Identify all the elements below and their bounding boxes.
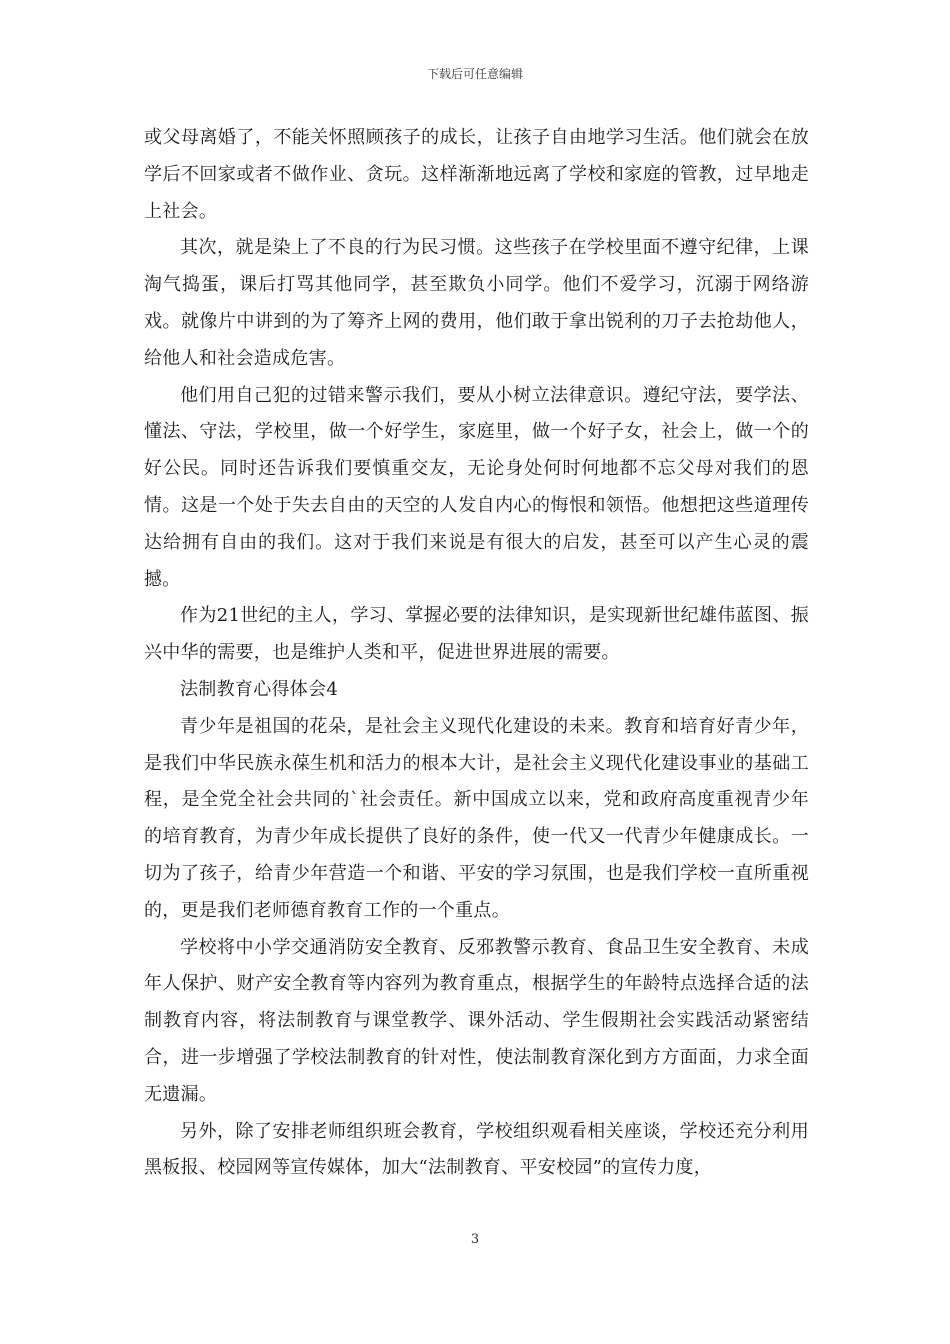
document-body <box>144 120 809 1187</box>
paragraph: 作为21世纪的主人，学习、掌握必要的法律知识，是实现新世纪雄伟蓝图、振兴中华的需要，也是维护人类和平，促进世界进展的需要。 <box>144 605 809 664</box>
paragraph: 学校将中小学交通消防安全教育、反邪教警示教育、食品卫生安全教育、未成年人保护、财产安全教育等内容列为教育重点，根据学生的年龄特点选择合适的法制教育内容，将法制教育与课堂教学、课外活动、学生假期社会实践活动紧密结合，进一步增强了学校法制教育的针对性，使法制教育深化到方方面面，力求全面无遗漏。 <box>144 936 809 1105</box>
paragraph: 其次，就是染上了不良的行为民习惯。这些孩子在学校里面不遵守纪律，上课淘气捣蛋，课后打骂其他同学，甚至欺负小同学。他们不爱学习，沉溺于网络游戏。就像片中讲到的为了筹齐上网的费用，他们敢于拿出锐利的刀子去抢劫他人，给他人和社会造成危害。 <box>144 237 809 369</box>
paragraph: 青少年是祖国的花朵，是社会主义现代化建设的未来。教育和培育好青少年，是我们中华民族永葆生机和活力的根本大计，是社会主义现代化建设事业的基础工程，是全党全社会共同的`社会责任。新中国成立以来，党和政府高度重视青少年的培育教育，为青少年成长提供了良好的条件，使一代又一代青少年健康成长。一切为了孩子，给青少年营造一个和谐、平安的学习氛围，也是我们学校一直所重视的，更是我们老师德育教育工作的一个重点。 <box>144 715 809 921</box>
section-heading: 法制教育心得体会4 <box>180 678 339 700</box>
paragraph: 另外，除了安排老师组织班会教育，学校组织观看相关座谈，学校还充分利用黑板报、校园网等宣传媒体，加大“法制教育、平安校园”的宣传力度， <box>144 1120 809 1179</box>
page-header: 下载后可任意编辑 <box>426 67 523 81</box>
page-number: 3 <box>470 1232 480 1247</box>
paragraph-continued: 或父母离婚了，不能关怀照顾孩子的成长，让孩子自由地学习生活。他们就会在放学后不回家或者不做作业、贪玩。这样渐渐地远离了学校和家庭的管教，过早地走上社会。 <box>144 127 809 222</box>
paragraph: 他们用自己犯的过错来警示我们，要从小树立法律意识。遵纪守法，要学法、懂法、守法，学校里，做一个好学生，家庭里，做一个好子女，社会上，做一个的好公民。同时还告诉我们要慎重交友，无论身处何时何地都不忘父母对我们的恩情。这是一个处于失去自由的天空的人发自内心的悔恨和领悟。他想把这些道理传达给拥有自由的我们。这对于我们来说是有很大的启发，甚至可以产生心灵的震撼。 <box>144 384 809 590</box>
